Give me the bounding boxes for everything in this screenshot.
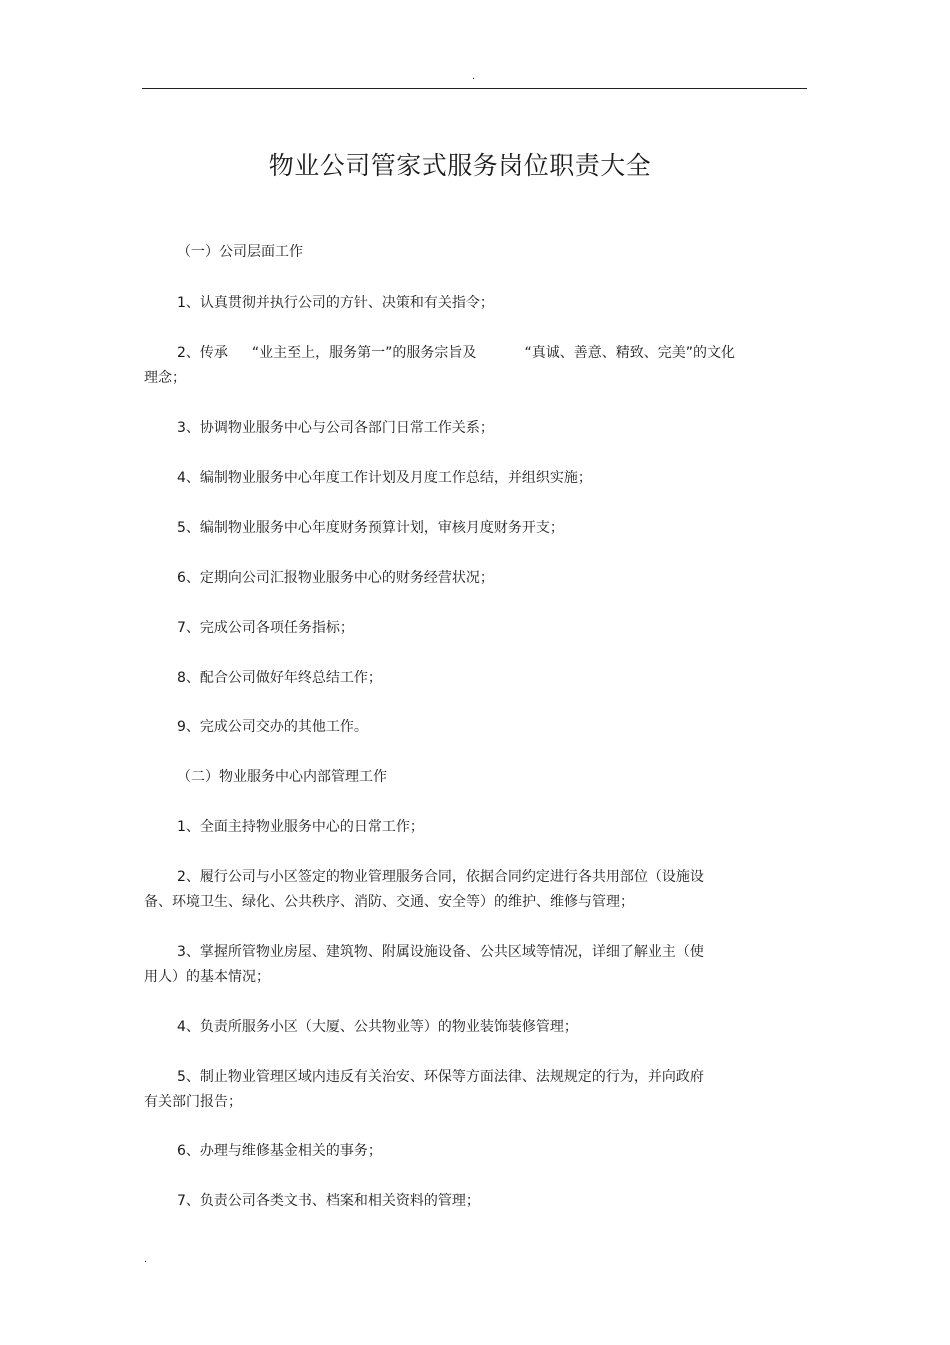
section2-item-7: 7、负责公司各类文书、档案和相关资料的管理； (177, 1193, 480, 1209)
item-2-part-c: “真诚、善意、精致、完美”的文化 (524, 345, 735, 361)
section1-item-8: 8、配合公司做好年终总结工作； (177, 670, 382, 686)
section2-item-4: 4、负责所服务小区（大厦、公共物业等）的物业装饰装修管理； (177, 1019, 578, 1035)
section1-item-2-cont: 理念； (144, 370, 186, 386)
section1-heading: （一）公司层面工作 (177, 244, 303, 260)
section2-heading: （二）物业服务中心内部管理工作 (177, 769, 387, 785)
section1-item-9: 9、完成公司交办的其他工作。 (177, 719, 368, 735)
section1-item-4: 4、编制物业服务中心年度工作计划及月度工作总结，并组织实施； (177, 470, 592, 486)
section1-item-2 (177, 345, 735, 361)
section2-item-5: 5、制止物业管理区域内违反有关治安、环保等方面法律、法规规定的行为，并向政府 (177, 1069, 704, 1085)
section2-item-6: 6、办理与维修基金相关的事务； (177, 1143, 382, 1159)
section2-item-2-cont: 备、环境卫生、绿化、公共秩序、消防、交通、安全等）的维护、维修与管理； (144, 894, 634, 910)
section1-item-5: 5、编制物业服务中心年度财务预算计划，审核月度财务开支； (177, 520, 564, 536)
section1-item-1: 1、认真贯彻并执行公司的方针、决策和有关指令； (177, 295, 494, 311)
item-2-part-b: “业主至上，服务第一”的服务宗旨及 (251, 345, 477, 361)
item-2-part-a: 2、传承 (177, 345, 228, 361)
header-mark: . (472, 71, 476, 82)
header-rule (142, 88, 807, 89)
section1-item-6: 6、定期向公司汇报物业服务中心的财务经营状况； (177, 570, 494, 586)
section2-item-3: 3、掌握所管物业房屋、建筑物、附属设施设备、公共区域等情况，详细了解业主（使 (177, 944, 704, 960)
section2-item-1: 1、全面主持物业服务中心的日常工作； (177, 819, 424, 835)
section1-item-3: 3、协调物业服务中心与公司各部门日常工作关系； (177, 420, 494, 436)
section2-item-3-cont: 用人）的基本情况； (144, 969, 270, 985)
section2-item-2: 2、履行公司与小区签定的物业管理服务合同，依据合同约定进行各共用部位（设施设 (177, 869, 704, 885)
section1-item-7: 7、完成公司各项任务指标； (177, 620, 354, 636)
footer-mark: . (144, 1254, 148, 1265)
section2-item-5-cont: 有关部门报告； (144, 1094, 242, 1110)
document-title: 物业公司管家式服务岗位职责大全 (268, 151, 652, 180)
